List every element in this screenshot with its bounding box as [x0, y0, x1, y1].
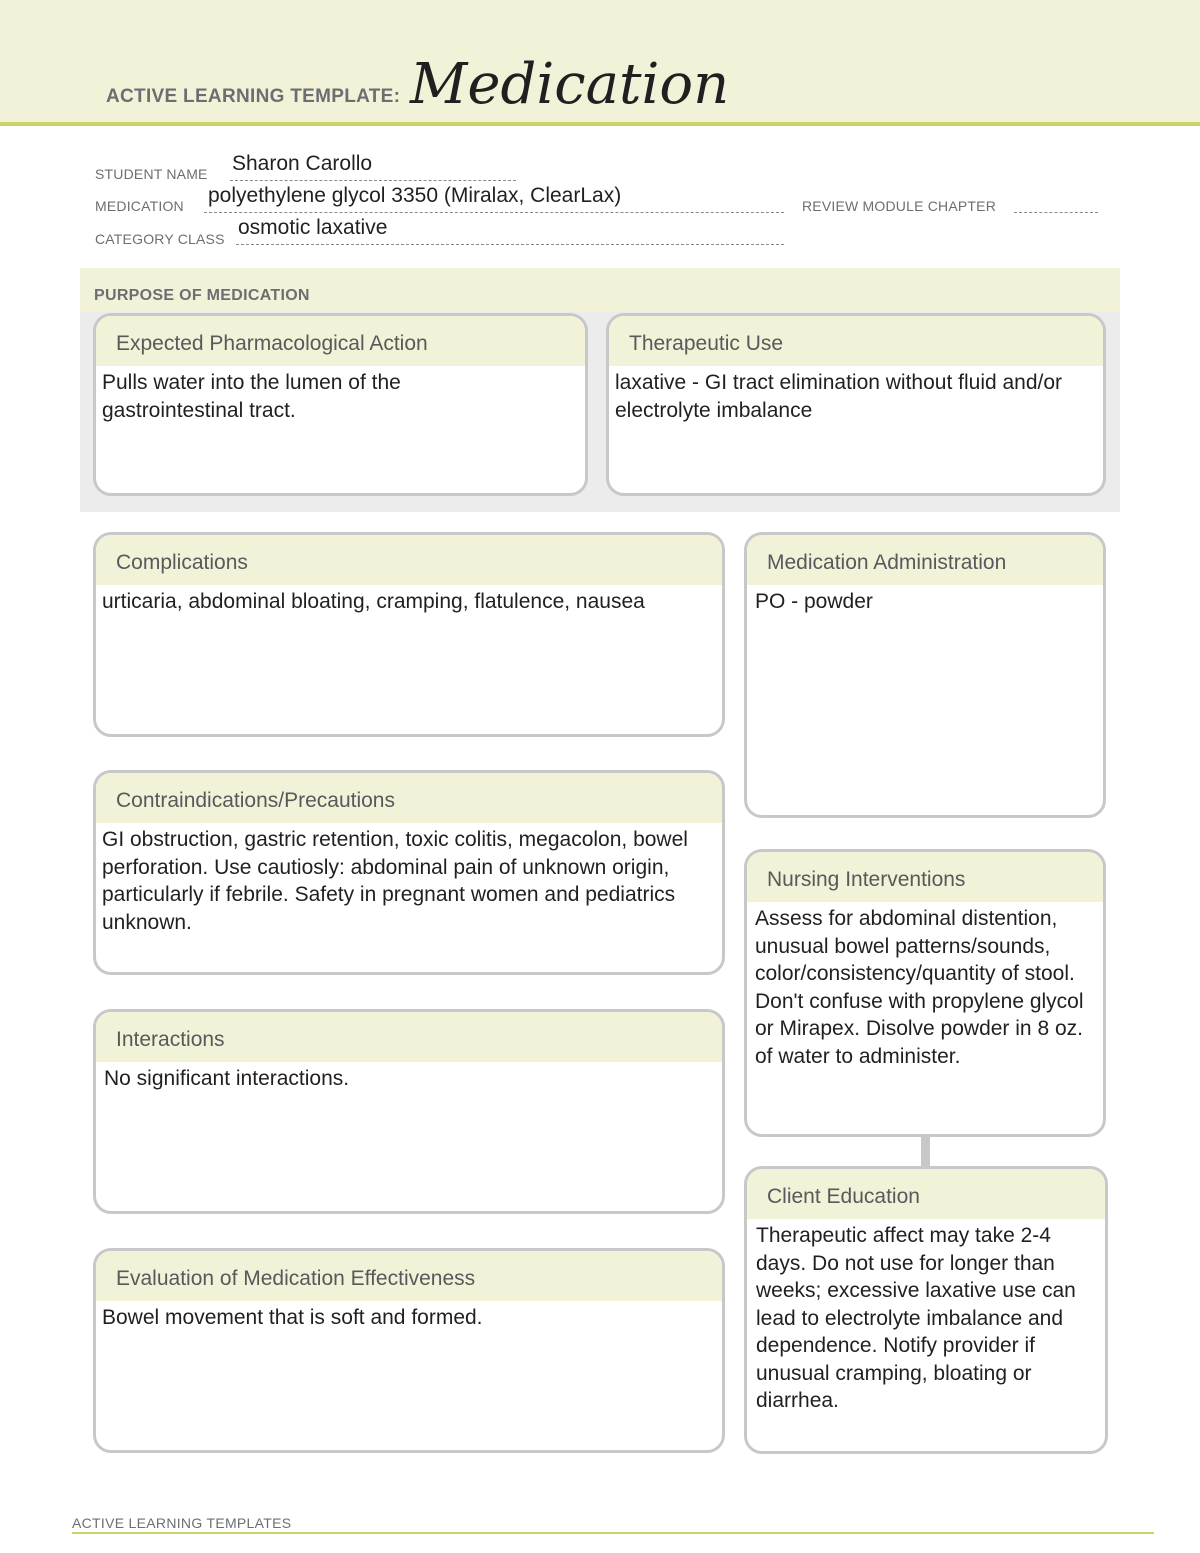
student-name-underline [230, 180, 516, 181]
page-title: Medication [410, 52, 730, 117]
review-module-label: REVIEW MODULE CHAPTER [802, 198, 996, 214]
interactions-text[interactable]: No significant interactions. [104, 1067, 350, 1090]
footer-divider [72, 1532, 1154, 1534]
client-education-title: Client Education [747, 1169, 1105, 1219]
category-class-field[interactable]: osmotic laxative [238, 216, 388, 239]
header-divider [0, 122, 1200, 126]
review-module-field[interactable] [1014, 212, 1098, 213]
complications-text[interactable]: urticaria, abdominal bloating, cramping, flatulence, nausea [102, 590, 645, 613]
student-name-field[interactable]: Sharon Carollo [232, 152, 373, 175]
purpose-label: PURPOSE OF MEDICATION [94, 287, 310, 304]
expected-action-title: Expected Pharmacological Action [96, 316, 585, 366]
student-name-label: STUDENT NAME [95, 166, 208, 182]
nursing-interventions-text[interactable]: Assess for abdominal distention, unusual bowel patterns/sounds, color/consistency/quantity of stool. Don't confuse with propylene glycol or Mirapex. Disolve powder in 8 oz. of water to administer. [755, 907, 1084, 1068]
expected-action-text[interactable]: Pulls water into the lumen of the gastrointestinal tract. [102, 371, 401, 422]
contraindications-text[interactable]: GI obstruction, gastric retention, toxic colitis, megacolon, bowel perforation. Use cautiosly: abdominal pain of unknown origin, particularly if febrile. Safety in pregnant women and pediatrics unknown. [102, 828, 688, 934]
evaluation-box [93, 1248, 725, 1453]
medication-administration-text[interactable]: PO - powder [755, 590, 873, 613]
category-class-underline [236, 244, 784, 245]
box-connector [921, 1135, 930, 1167]
contraindications-box [93, 770, 725, 975]
nursing-interventions-title: Nursing Interventions [747, 852, 1103, 902]
nursing-interventions-box [744, 849, 1106, 1137]
category-class-label: CATEGORY CLASS [95, 231, 225, 247]
template-label: ACTIVE LEARNING TEMPLATE: [106, 86, 401, 107]
interactions-title: Interactions [96, 1012, 722, 1062]
medication-administration-title: Medication Administration [747, 535, 1103, 585]
contraindications-title: Contraindications/Precautions [96, 773, 722, 823]
client-education-text[interactable]: Therapeutic affect may take 2-4 days. Do not use for longer than weeks; excessive laxative use can lead to electrolyte imbalance and dependence. Notify provider if unusual cramping, bloating or diarrhea. [756, 1224, 1076, 1412]
therapeutic-use-box [606, 313, 1106, 496]
therapeutic-use-title: Therapeutic Use [609, 316, 1103, 366]
medication-field[interactable]: polyethylene glycol 3350 (Miralax, ClearLax) [208, 184, 622, 207]
footer-label: ACTIVE LEARNING TEMPLATES [72, 1515, 292, 1531]
medication-administration-box [744, 532, 1106, 818]
complications-box [93, 532, 725, 737]
medication-label: MEDICATION [95, 198, 184, 214]
interactions-box [93, 1009, 725, 1214]
evaluation-text[interactable]: Bowel movement that is soft and formed. [102, 1306, 483, 1329]
complications-title: Complications [96, 535, 722, 585]
therapeutic-use-text[interactable]: laxative - GI tract elimination without fluid and/or electrolyte imbalance [615, 371, 1063, 422]
client-education-box [744, 1166, 1108, 1454]
medication-underline [204, 212, 784, 213]
evaluation-title: Evaluation of Medication Effectiveness [96, 1251, 722, 1301]
expected-action-box [93, 313, 588, 496]
